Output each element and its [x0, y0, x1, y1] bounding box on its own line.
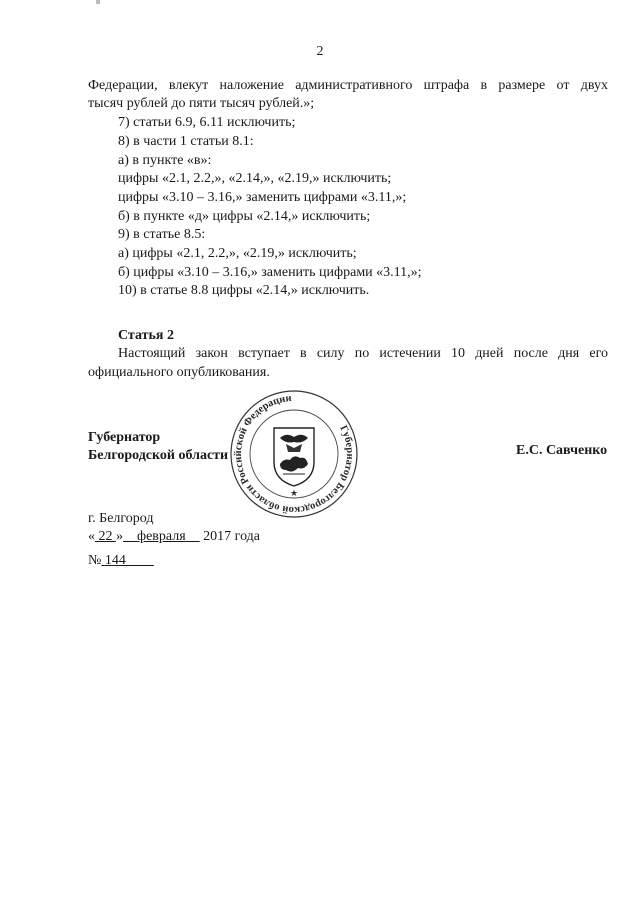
svg-text:★: ★: [289, 488, 299, 498]
body-line-5: а) в пункте «в»:: [118, 153, 212, 168]
signing-date: [88, 528, 260, 546]
number-value: 144: [104, 553, 126, 568]
signer-name: Е.С. Савченко: [516, 443, 608, 458]
body-line-4: 8) в части 1 статьи 8.1:: [118, 134, 254, 149]
body-line-12: 10) в статье 8.8 цифры «2.14,» исключить.: [118, 283, 370, 298]
body-line-7: цифры «3.10 – 3.16,» заменить цифрами «3.11,»;: [118, 190, 407, 205]
signer-title-line-1: Губернатор: [88, 430, 161, 445]
article-text-line-2: официального опубликования.: [88, 365, 270, 380]
body-line-2: тысяч рублей до пяти тысяч рублей.»;: [88, 96, 315, 111]
body-line-8: б) в пункте «д» цифры «2.14,» исключить;: [118, 209, 371, 224]
date-quote-close: »: [116, 529, 123, 544]
svg-text:Губернатор Белгородской област: [228, 388, 360, 520]
number-label: №: [88, 553, 102, 568]
seal-ring-text: Губернатор Белгородской области Российской Федерации: [232, 392, 356, 516]
law-number: [88, 552, 154, 570]
body-line-1: Федерации, влекут наложение административного штрафа в размере от двух: [88, 78, 608, 93]
date-day: 22: [98, 529, 113, 544]
body-line-11: б) цифры «3.10 – 3.16,» заменить цифрами «3.11,»;: [118, 265, 422, 280]
date-year: 2017 года: [203, 529, 260, 544]
date-month: февраля: [137, 529, 186, 544]
article-heading: Статья 2: [118, 328, 174, 343]
coat-of-arms-icon: [274, 428, 314, 486]
body-line-10: а) цифры «2.1, 2.2,», «2.19,» исключить;: [118, 246, 357, 261]
signer-title-line-2: Белгородской области: [88, 448, 229, 463]
body-line-9: 9) в статье 8.5:: [118, 227, 206, 242]
body-line-6: цифры «2.1, 2.2,», «2.14,», «2.19,» исключить;: [118, 171, 392, 186]
body-line-3: 7) статьи 6.9, 6.11 исключить;: [118, 115, 296, 130]
date-quote-open: «: [88, 529, 95, 544]
scan-speck: [96, 0, 100, 4]
city: г. Белгород: [88, 511, 154, 526]
page-number: 2: [316, 44, 324, 59]
article-text-line-1: Настоящий закон вступает в силу по истечении 10 дней после дня его: [118, 346, 608, 361]
official-seal: [228, 388, 360, 520]
